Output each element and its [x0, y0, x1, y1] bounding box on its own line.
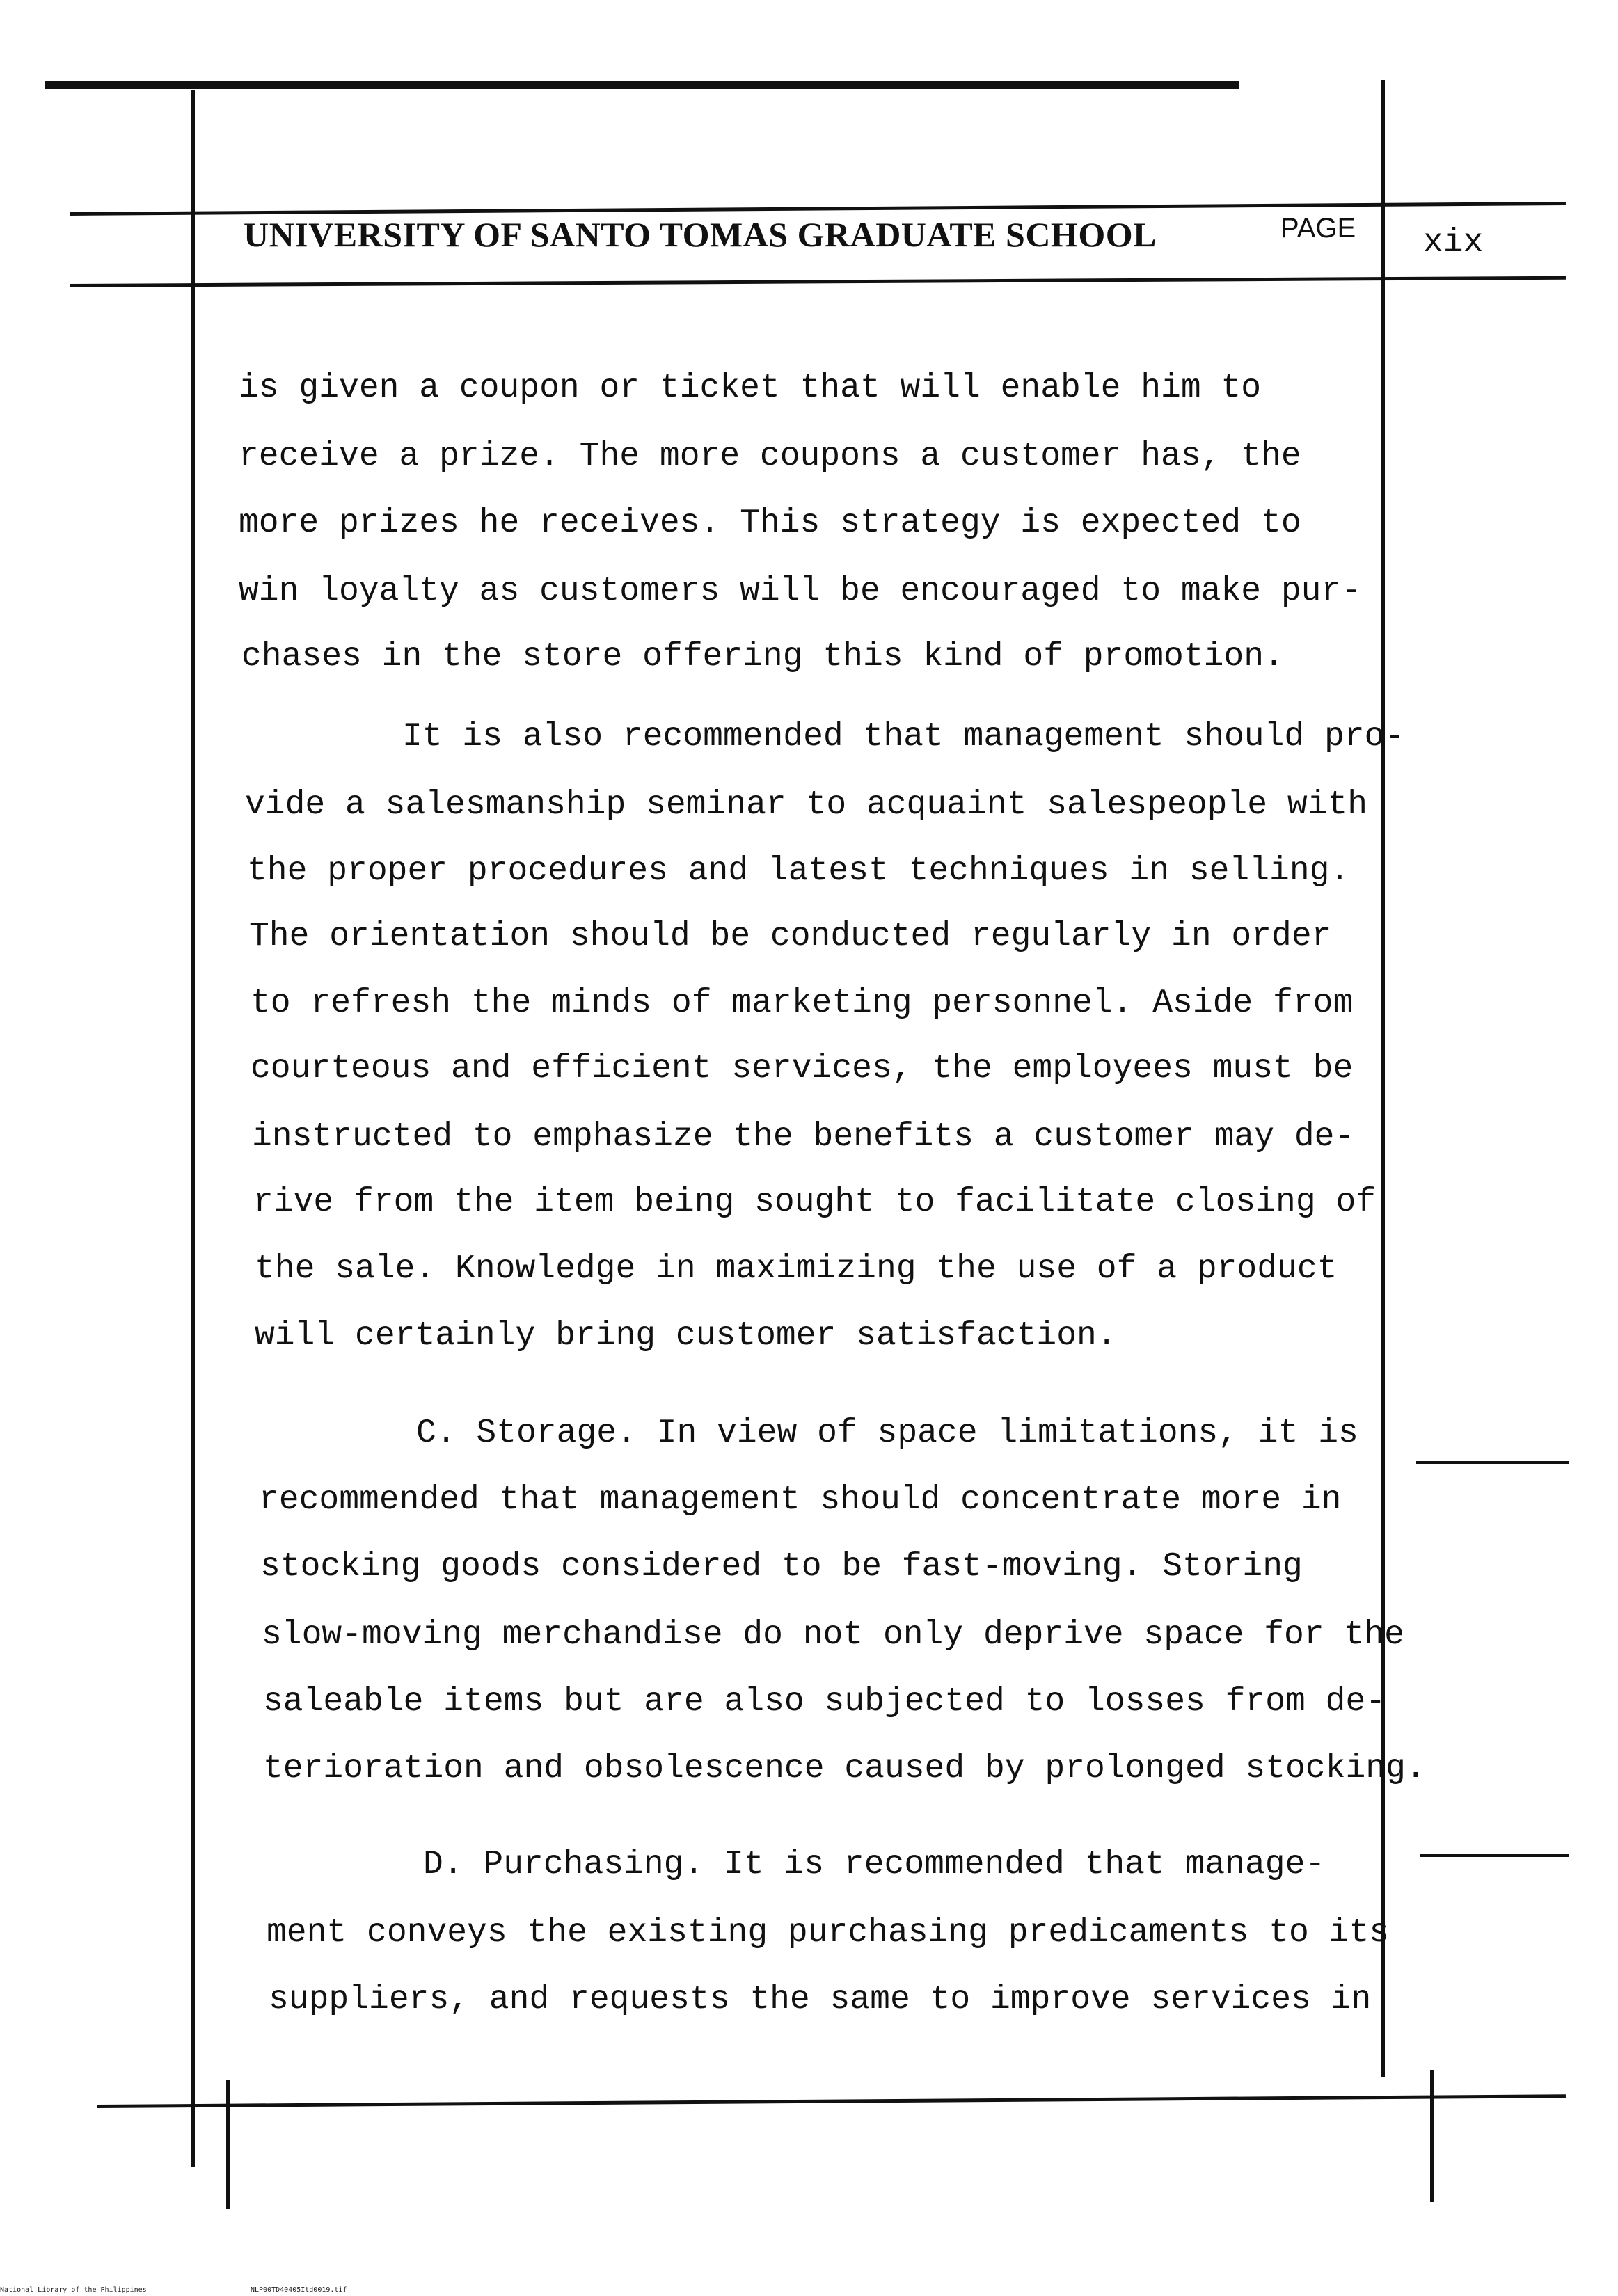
text-line: saleable items but are also subjected to losses from de-: [263, 1683, 1386, 1721]
text-line: recommended that management should concentrate more in: [259, 1481, 1342, 1519]
text-line: will certainly bring customer satisfaction.: [255, 1317, 1117, 1355]
text-line: chases in the store offering this kind of promotion.: [241, 638, 1284, 676]
text-line: D. Purchasing. It is recommended that manage-: [423, 1846, 1326, 1883]
text-line: C. Storage. In view of space limitations, it is: [416, 1414, 1358, 1452]
text-line: It is also recommended that management should pro-: [402, 718, 1405, 756]
header-bottom-rule: [70, 276, 1566, 287]
text-line: suppliers, and requests the same to improve services in: [269, 1981, 1372, 2018]
text-line: instructed to emphasize the benefits a customer may de-: [252, 1118, 1355, 1156]
text-line: The orientation should be conducted regularly in order: [249, 918, 1332, 955]
text-line: courteous and efficient services, the employees must be: [251, 1050, 1354, 1087]
text-line: slow-moving merchandise do not only deprive space for the: [262, 1616, 1404, 1654]
scan-library-note: National Library of the Philippines: [0, 2286, 147, 2294]
left-margin-line: [191, 90, 195, 2167]
text-line: more prizes he receives. This strategy is expected to: [239, 504, 1301, 542]
page-number: xix: [1423, 224, 1484, 262]
text-line: receive a prize. The more coupons a customer has, the: [239, 438, 1301, 475]
text-line: the sale. Knowledge in maximizing the use of a product: [255, 1250, 1338, 1288]
top-border: [45, 81, 1239, 89]
right-margin-line-lower: [1430, 2070, 1434, 2202]
scan-file-note: NLP00TD40405Itd0019.tif: [251, 2286, 347, 2294]
text-line: is given a coupon or ticket that will enable him to: [239, 369, 1262, 407]
text-line: terioration and obsolescence caused by prolonged stocking.: [263, 1750, 1426, 1787]
text-line: ment conveys the existing purchasing predicaments to its: [267, 1914, 1390, 1952]
text-line: to refresh the minds of marketing personnel. Aside from: [251, 984, 1354, 1022]
text-line: win loyalty as customers will be encouraged to make pur-: [239, 573, 1362, 610]
side-rule-2: [1420, 1854, 1569, 1857]
text-line: rive from the item being sought to facilitate closing of: [253, 1183, 1377, 1221]
side-rule-1: [1416, 1461, 1569, 1464]
page-label: PAGE: [1280, 213, 1356, 244]
left-margin-line-lower: [226, 2080, 230, 2209]
text-line: the proper procedures and latest techniques in selling.: [247, 852, 1350, 890]
text-line: vide a salesmanship seminar to acquaint salespeople with: [245, 786, 1368, 824]
bottom-rule: [97, 2094, 1566, 2108]
text-line: stocking goods considered to be fast-moving. Storing: [260, 1548, 1303, 1586]
page-header-title: UNIVERSITY OF SANTO TOMAS GRADUATE SCHOOL: [244, 215, 1157, 254]
